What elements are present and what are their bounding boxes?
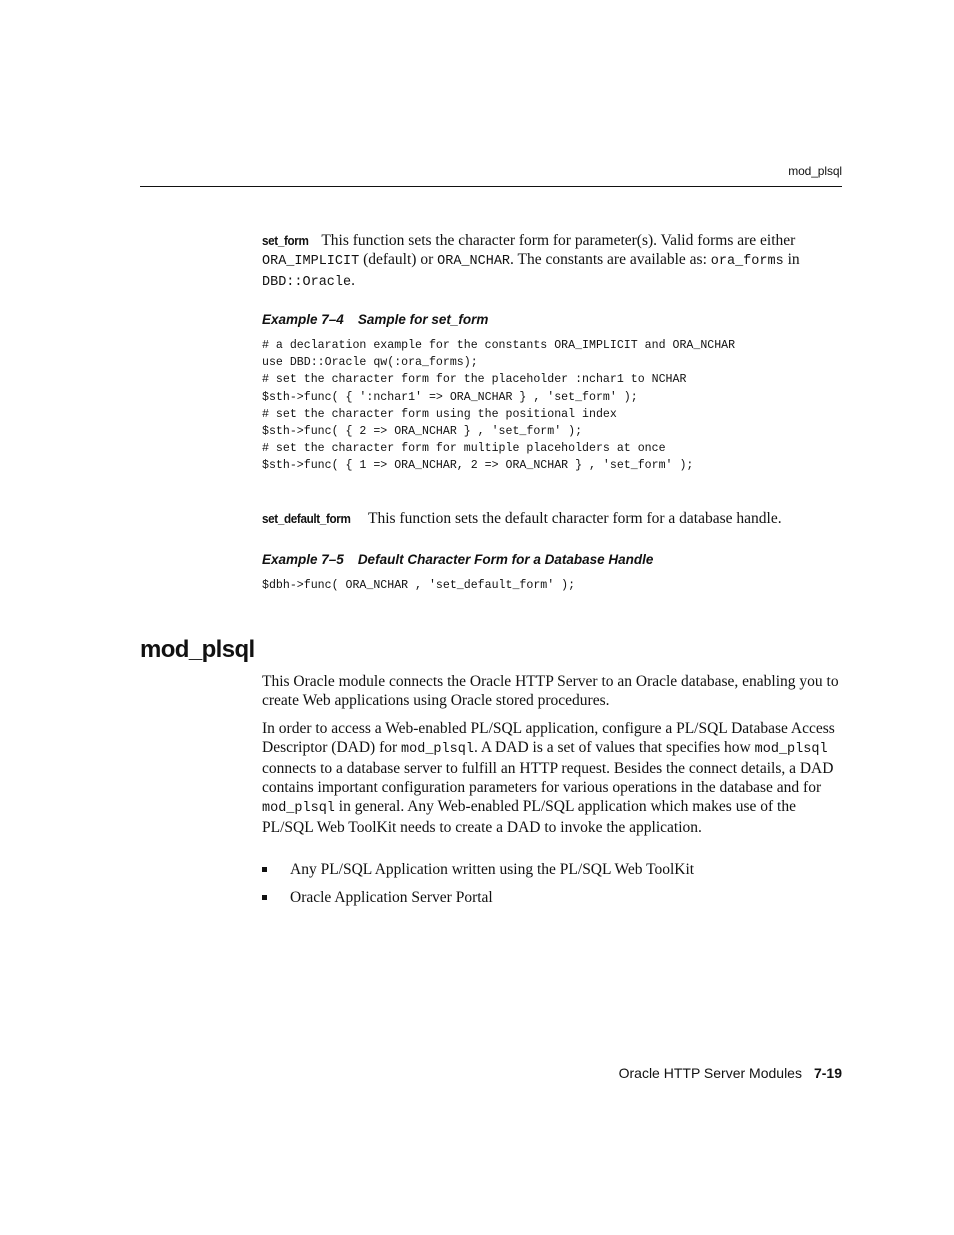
set-form-paragraph [262, 231, 842, 292]
dad-text-3: connects to a database server to fulfill an HTTP request. Besides the connect details, a DAD contains important configuration parameters for various operations in the database and for [262, 760, 834, 796]
example-7-5-code-block [262, 577, 842, 594]
example-7-5-title [262, 552, 842, 567]
set-form-text-3: . The constants are available as: [510, 251, 711, 268]
running-header: mod_plsql [788, 164, 842, 178]
mod-plsql-intro-block [262, 672, 842, 710]
example-7-4-code-block [262, 337, 842, 475]
set-form-text-5: . [351, 272, 355, 289]
dad-text-1: In order to access a Web-enabled PL/SQL application, configure a PL/SQL Database Access Descriptor (DAD) for [262, 720, 835, 756]
mod-plsql-intro: This Oracle module connects the Oracle HTTP Server to an Oracle database, enabling you to create Web applications using Oracle stored procedures. [262, 673, 839, 709]
mod-plsql-heading: mod_plsql [140, 636, 255, 663]
mod-plsql-dad-block [262, 719, 842, 837]
set-default-form-section [262, 509, 842, 528]
example-7-4-title [262, 312, 842, 327]
set-form-text-1: This function sets the character form for parameter(s). Valid forms are either [321, 232, 796, 249]
set-form-section [262, 231, 842, 292]
example-7-4-code: # a declaration example for the constants ORA_IMPLICIT and ORA_NCHAR use DBD::Oracle qw(:ora_forms); # set the character form for the placeholder :nchar1 to NCHAR $sth->func( { ':nchar1' => ORA_NCHAR } , 'set_form' ); # set the character form using the positional index $sth->func( { 2 => ORA_NCHAR } , 'set_form' ); # set the character form for multiple placeholders at once $sth->func( { 1 => ORA_NCHAR, 2 => ORA_NCHAR } , 'set_form' ); [262, 339, 736, 473]
mod-plsql-code-1: mod_plsql [401, 742, 474, 757]
example-7-5-number: Example 7–5 [262, 552, 344, 567]
example-7-5 [262, 552, 842, 567]
set-default-form-text: This function sets the default character form for a database handle. [367, 510, 782, 527]
example-7-4-caption: Sample for set_form [357, 312, 489, 327]
ora-nchar-code: ORA_NCHAR [437, 254, 511, 269]
ora-forms-code: ora_forms [710, 254, 784, 269]
page-footer [619, 1065, 842, 1081]
example-7-5-code: $dbh->func( ORA_NCHAR , 'set_default_form' ); [262, 579, 576, 592]
set-default-form-paragraph [262, 509, 842, 528]
bullet-square-icon [262, 895, 267, 900]
example-7-4-number: Example 7–4 [262, 312, 344, 327]
mod-plsql-code-3: mod_plsql [262, 801, 335, 816]
dad-text-2: . A DAD is a set of values that specifies how [473, 739, 755, 756]
example-7-5-caption: Default Character Form for a Database Handle [357, 552, 654, 567]
example-7-4 [262, 312, 842, 327]
list-item-text: Any PL/SQL Application written using the PL/SQL Web ToolKit [290, 861, 695, 878]
mod-plsql-code-2: mod_plsql [754, 742, 828, 757]
footer-book-title: Oracle HTTP Server Modules [618, 1065, 802, 1081]
page-number: 7-19 [813, 1065, 842, 1081]
mod-plsql-dad-paragraph [262, 719, 842, 837]
dad-text-4: in general. Any Web-enabled PL/SQL application which makes use of the PL/SQL Web ToolKit needs to create a DAD to invoke the application. [262, 798, 796, 836]
ora-implicit-code: ORA_IMPLICIT [262, 254, 360, 269]
set-form-term: set_form [262, 233, 309, 248]
set-default-form-term: set_default_form [262, 511, 351, 526]
dbd-oracle-code: DBD::Oracle [262, 275, 352, 290]
set-form-text-4: in [783, 251, 800, 268]
header-rule [140, 186, 842, 187]
list-item-text: Oracle Application Server Portal [290, 889, 493, 906]
bullet-square-icon [262, 867, 267, 872]
set-form-text-2: (default) or [359, 251, 438, 268]
